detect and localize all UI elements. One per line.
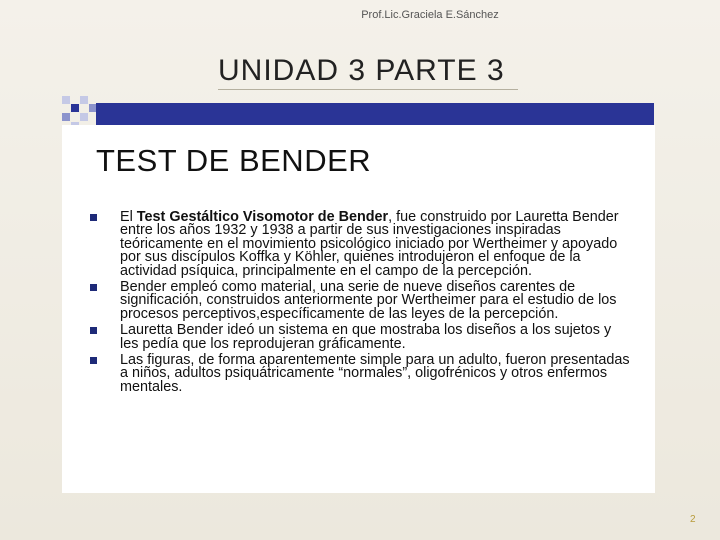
bullet-item: El Test Gestáltico Visomotor de Bender, fue construido por Lauretta Bender entre los años 1932 y 1938 a partir de sus investigaciones inspiradas teóricamente en el movimiento psicológico iniciado por Wertheimer y apoyado por sus discípulos Koffka y Köhler, quienes introdujeron el enfoque de la actividad psíquica, principalmente en el campo de la percepción. [90, 211, 630, 278]
bullet-item: Las figuras, de forma aparentemente simple para un adulto, fueron presentadas a niños, adultos psiquátricamente “normales”, oligofrénicos y otros enfermos mentales. [90, 354, 630, 394]
page-number: 2 [690, 514, 696, 525]
bullet-list [90, 211, 630, 397]
bullet-item: Lauretta Bender ideó un sistema en que mostraba los diseños a los sujetos y les pedía que los reprodujeran gráficamente. [90, 324, 630, 351]
bullet-item: Bender empleó como material, una serie de nueve diseños carentes de significación, construidos anteriormente por Wertheimer para el estudio de los procesos perceptivos,específicamente de las leyes de la percepción. [90, 281, 630, 321]
bold-test-name: Test Gestáltico Visomotor de Bender [136, 209, 389, 225]
slide-content [62, 125, 655, 493]
square-bullet-icon [90, 357, 97, 364]
square-bullet-icon [90, 327, 97, 334]
title-divider [218, 89, 518, 90]
square-bullet-icon [90, 284, 97, 291]
slide-title: TEST DE BENDER [96, 143, 372, 178]
accent-bar [96, 103, 654, 125]
unit-title: UNIDAD 3 PARTE 3 [218, 54, 505, 87]
square-bullet-icon [90, 214, 97, 221]
author-header: Prof.Lic.Graciela E.Sánchez [361, 9, 499, 21]
